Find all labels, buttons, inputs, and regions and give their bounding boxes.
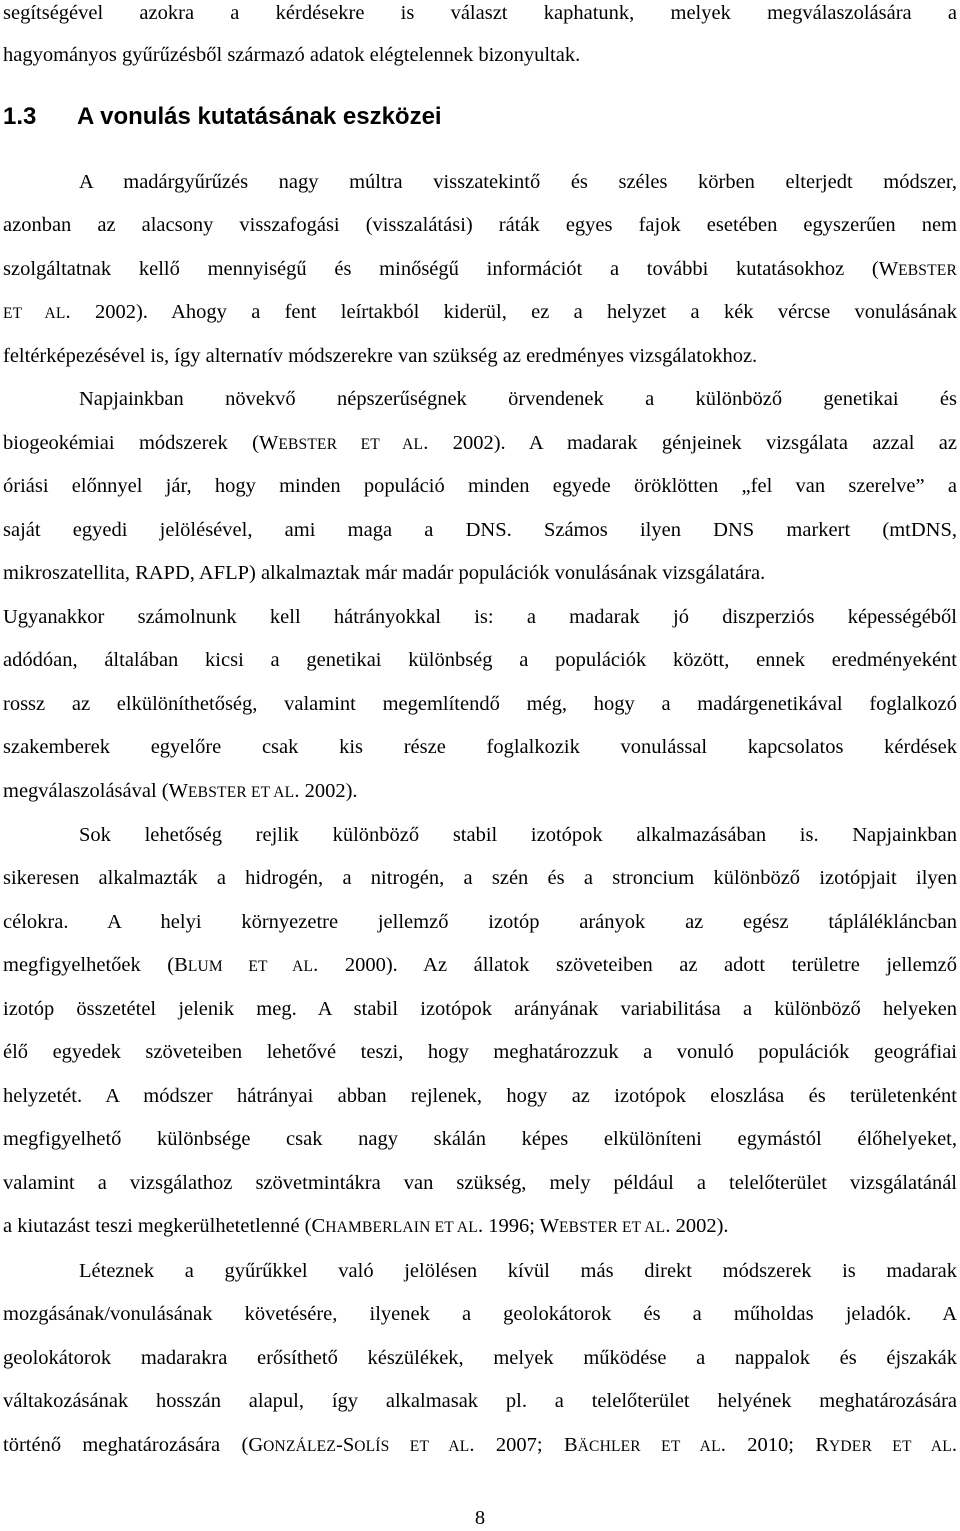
text-line: Léteznek a gyűrűkkel való jelölésen kívül más direkt módszerek is madarak xyxy=(79,1260,957,1282)
text-line: valamint a vizsgálathoz szövetmintákra van szükség, mely például a telelőterület vizsgálatánál xyxy=(3,1172,957,1194)
text-line: azonban az alacsony visszafogási (visszalátási) ráták egyes fajok esetében egyszerűen nem xyxy=(3,214,957,236)
text-line: izotóp összetétel jelenik meg. A stabil izotópok arányának variabilitása a különböző helyeken xyxy=(3,998,957,1020)
text-line: feltérképezésével is, így alternatív módszerekre van szükség az eredményes vizsgálatokhoz. xyxy=(3,345,758,367)
text-line: geolokátorok madarakra erősíthető készülékek, melyek működése a nappalok és éjszakák xyxy=(3,1347,957,1369)
text-line: szolgáltatnak kellő mennyiségű és minőségű információt a további kutatásokhoz (WEBSTER xyxy=(3,258,957,280)
section-heading xyxy=(3,101,442,133)
text-line: rossz az elkülöníthetőség, valamint megemlítendő még, hogy a madárgenetikával foglalkozó xyxy=(3,693,957,715)
text-line: mikroszatellita, RAPD, AFLP) alkalmaztak már madár populációk vonulásának vizsgálatára. xyxy=(3,562,766,584)
text-line: biogeokémiai módszerek (WEBSTER ET AL. 2002). A madarak génjeinek vizsgálata azzal az xyxy=(3,432,958,454)
text-line: mozgásának/vonulásának követésére, ilyenek a geolokátorok és a műholdas jeladók. A xyxy=(3,1303,957,1325)
text-line: szakemberek egyelőre csak kis része foglalkozik vonulással kapcsolatos kérdések xyxy=(3,736,957,758)
section-number: 1.3 xyxy=(3,103,37,130)
text-line: helyzetét. A módszer hátrányai abban rejlenek, hogy az izotópok eloszlása és területenként xyxy=(3,1085,957,1107)
text-line: megválaszolásával (WEBSTER ET AL. 2002). xyxy=(3,780,358,802)
text-line: segítségével azokra a kérdésekre is választ kaphatunk, melyek megválaszolására a xyxy=(3,2,957,24)
text-line: óriási előnnyel jár, hogy minden populáció minden egyede öröklötten „fel van szerelve” a xyxy=(3,475,957,497)
text-line: élő egyedek szöveteiben lehetővé teszi, hogy meghatározzuk a vonuló populációk geográfiai xyxy=(3,1041,957,1063)
text-line: ET AL. 2002). Ahogy a fent leírtakból kiderül, ez a helyzet a kék vércse vonulásának xyxy=(3,301,957,323)
text-line: saját egyedi jelölésével, ami maga a DNS. Számos ilyen DNS markert (mtDNS, xyxy=(3,519,957,541)
page-number: 8 xyxy=(474,1507,486,1529)
text-line: hagyományos gyűrűzésből származó adatok elégtelennek bizonyultak. xyxy=(3,44,581,66)
text-line: célokra. A helyi környezetre jellemző izotóp arányok az egész táplálékláncban xyxy=(3,911,957,933)
text-line: A madárgyűrűzés nagy múltra visszatekintő és széles körben elterjedt módszer, xyxy=(79,171,957,193)
text-line: megfigyelhetőek (BLUM ET AL. 2000). Az állatok szöveteiben az adott területre jellemző xyxy=(3,954,957,976)
text-line: megfigyelhető különbsége csak nagy skálán képes elkülöníteni egymástól élőhelyeket, xyxy=(3,1128,957,1150)
text-line: Sok lehetőség rejlik különböző stabil izotópok alkalmazásában is. Napjainkban xyxy=(79,824,957,846)
text-line: sikeresen alkalmazták a hidrogén, a nitrogén, a szén és a stroncium különböző izotópjait ilyen xyxy=(3,867,957,889)
text-line: adódóan, általában kicsi a genetikai különbség a populációk között, ennek eredményeként xyxy=(3,649,957,671)
section-title: A vonulás kutatásának eszközei xyxy=(77,103,442,130)
text-line: Ugyanakkor számolnunk kell hátrányokkal is: a madarak jó diszperziós képességéből xyxy=(3,606,957,628)
text-line: történő meghatározására (GONZÁLEZ-SOLÍS ET AL. 2007; BÄCHLER ET AL. 2010; RYDER ET AL. xyxy=(3,1434,958,1456)
text-line: a kiutazást teszi megkerülhetetlenné (CHAMBERLAIN ET AL. 1996; WEBSTER ET AL. 2002). xyxy=(3,1215,729,1237)
text-line: Napjainkban növekvő népszerűségnek örvendenek a különböző genetikai és xyxy=(79,388,957,410)
text-line: váltakozásának hosszán alapul, így alkalmasak pl. a telelőterület helyének meghatározására xyxy=(3,1390,957,1412)
